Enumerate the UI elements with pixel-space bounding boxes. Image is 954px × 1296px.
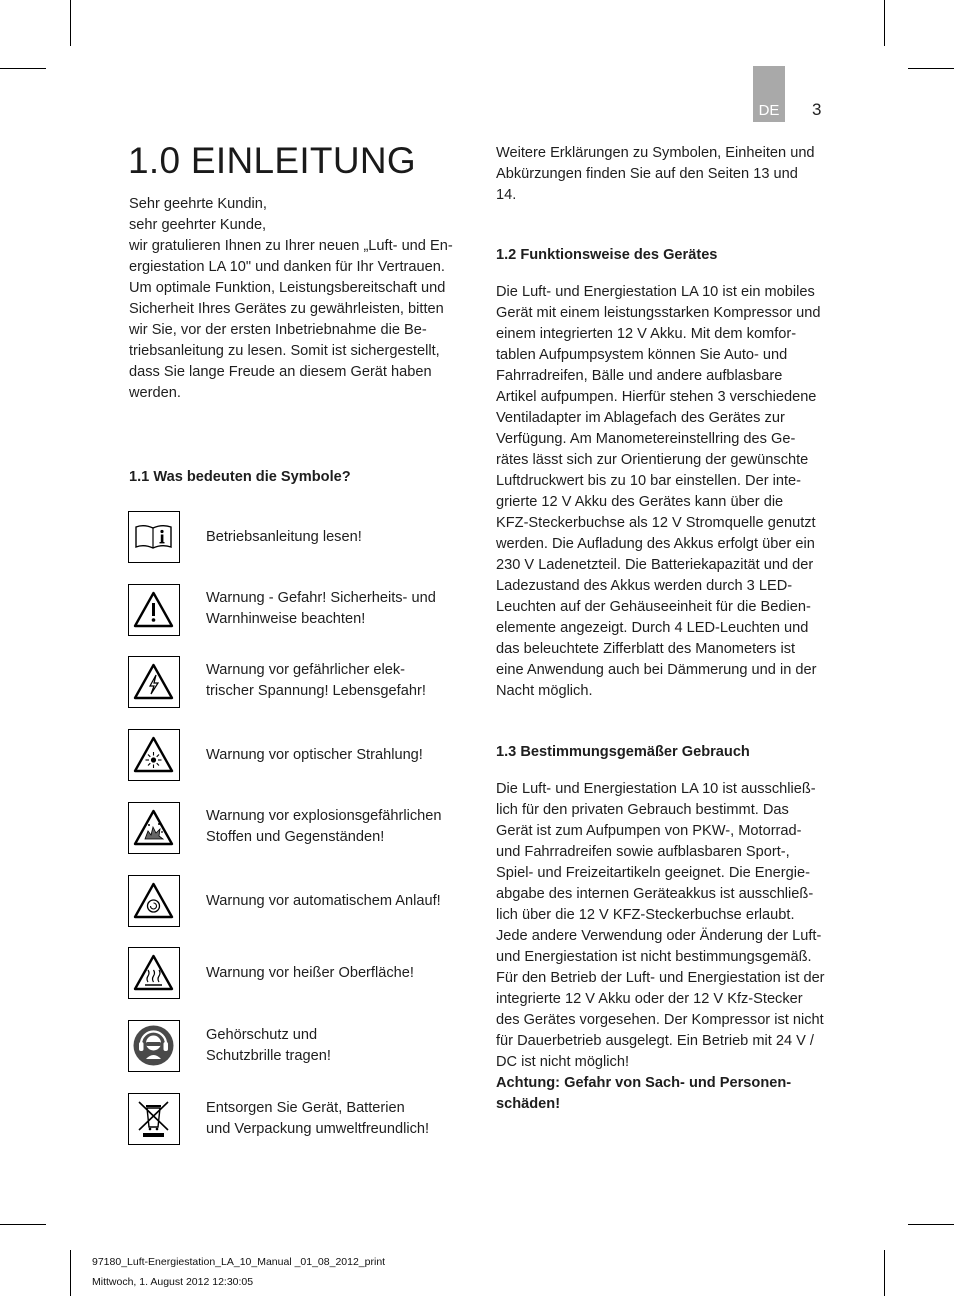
symbol-row bbox=[128, 584, 458, 638]
text-line: Jede andere Verwendung oder Änderung der Luft- bbox=[496, 928, 822, 944]
text-line: Die Luft- und Energiestation LA 10 ist ausschließ- bbox=[496, 781, 816, 797]
symbol-row bbox=[128, 875, 458, 929]
text-line: und Energiestation ist nicht bestimmungsgemäß. bbox=[496, 949, 812, 965]
crossed-bin-icon bbox=[128, 1093, 180, 1145]
intro-line: dass Sie lange Freude an diesem Gerät haben bbox=[129, 364, 432, 380]
warning-exclamation-icon bbox=[128, 584, 180, 636]
text-line: Die Luft- und Energiestation LA 10 ist ein mobiles bbox=[496, 284, 815, 300]
automatic-start-icon bbox=[128, 875, 180, 927]
right-intro-paragraph bbox=[496, 143, 815, 206]
symbol-description: Gehörschutz und bbox=[206, 1027, 318, 1043]
text-line: DC ist nicht möglich! bbox=[496, 1054, 630, 1070]
explosive-icon bbox=[128, 802, 180, 854]
symbol-description: Entsorgen Sie Gerät, Batterien bbox=[206, 1100, 405, 1116]
symbol-description: Warnung vor automatischem Anlauf! bbox=[206, 893, 441, 909]
text-line: rätes lässt sich zur Orientierung der gewünschte bbox=[496, 452, 809, 468]
section-heading-intended-use: 1.3 Bestimmungsgemäßer Gebrauch bbox=[496, 744, 750, 760]
text-line: werden. Die Aufladung des Akkus erfolgt über ein bbox=[496, 536, 815, 552]
intro-line: triebsanleitung zu lesen. Somit ist sichergestellt, bbox=[129, 343, 440, 359]
warning-line: Achtung: Gefahr von Sach- und Personen- bbox=[496, 1075, 792, 1091]
text-line: des Gerätes vorgesehen. Der Kompressor ist nicht bbox=[496, 1012, 824, 1028]
symbol-description: Warnhinweise beachten! bbox=[206, 611, 366, 627]
symbol-description: und Verpackung umweltfreundlich! bbox=[206, 1121, 430, 1137]
text-line: für Dauerbetrieb ausgelegt. Ein Betrieb mit 24 V / bbox=[496, 1033, 814, 1049]
text-line: einem integrierten 12 V Akku. Mit dem komfor- bbox=[496, 326, 797, 342]
text-line: und Fahrradreifen sowie aufblasbaren Sport-, bbox=[496, 844, 790, 860]
text-line: Gerät mit einem leistungsstarken Kompressor und bbox=[496, 305, 821, 321]
crop-mark bbox=[70, 0, 71, 46]
crop-mark bbox=[884, 1250, 885, 1296]
symbol-description: Warnung vor explosionsgefährlichen bbox=[206, 808, 442, 824]
text-line: 230 V Ladenetzteil. Die Batteriekapazität und der bbox=[496, 557, 814, 573]
section-heading-function: 1.2 Funktionsweise des Gerätes bbox=[496, 247, 718, 263]
crop-mark bbox=[884, 0, 885, 46]
page-number: 3 bbox=[812, 100, 822, 119]
electric-voltage-icon bbox=[128, 656, 180, 708]
text-line: lich über die 12 V KFZ-Steckerbuchse erlaubt. bbox=[496, 907, 795, 923]
text-line: 14. bbox=[496, 187, 517, 203]
text-line: integrierte 12 V Akku oder der 12 V Kfz-Stecker bbox=[496, 991, 803, 1007]
intro-line: Sehr geehrte Kundin, bbox=[129, 196, 267, 212]
warning-line: schäden! bbox=[496, 1096, 561, 1112]
symbol-description: Warnung vor heißer Oberfläche! bbox=[206, 965, 414, 981]
text-line: Spiel- und Freizeitartikeln geeignet. Die Energie- bbox=[496, 865, 810, 881]
text-line: Artikel aufpumpen. Hierfür stehen 3 verschiedene bbox=[496, 389, 817, 405]
text-line: abgabe des internen Geräteakkus ist ausschließ- bbox=[496, 886, 814, 902]
section-heading-symbols: 1.1 Was bedeuten die Symbole? bbox=[129, 469, 351, 485]
optical-radiation-icon bbox=[128, 729, 180, 781]
text-line: Leuchten auf der Gehäuseeinheit für die Bedien- bbox=[496, 599, 811, 615]
text-line: KFZ-Steckerbuchse als 12 V Stromquelle genutzt bbox=[496, 515, 816, 531]
text-line: grierte 12 V Akku des Gerätes kann über die bbox=[496, 494, 784, 510]
text-line: Weitere Erklärungen zu Symbolen, Einheiten und bbox=[496, 145, 815, 161]
intro-line: werden. bbox=[129, 385, 181, 401]
symbol-description: Warnung vor gefährlicher elek- bbox=[206, 662, 405, 678]
symbol-row bbox=[128, 729, 458, 783]
symbol-row bbox=[128, 802, 458, 856]
text-line: Nacht möglich. bbox=[496, 683, 593, 699]
text-line: tablen Aufpumpsystem können Sie Auto- und bbox=[496, 347, 788, 363]
text-line: das beleuchtete Zifferblatt des Manometers ist bbox=[496, 641, 796, 657]
symbol-description: Warnung vor optischer Strahlung! bbox=[206, 747, 423, 763]
crop-mark bbox=[908, 1224, 954, 1225]
text-line: lich für den privaten Gebrauch bestimmt. Das bbox=[496, 802, 789, 818]
text-line: Fahrradreifen, Bälle und andere aufblasbare bbox=[496, 368, 783, 384]
intro-line: Um optimale Funktion, Leistungsbereitschaft und bbox=[129, 280, 446, 296]
symbol-description: Warnung - Gefahr! Sicherheits- und bbox=[206, 590, 436, 606]
symbol-description: Stoffen und Gegenständen! bbox=[206, 829, 385, 845]
text-line: Abkürzungen finden Sie auf den Seiten 13 und bbox=[496, 166, 798, 182]
symbol-description: trischer Spannung! Lebensgefahr! bbox=[206, 683, 426, 699]
page-title: 1.0 EINLEITUNG bbox=[128, 140, 416, 181]
text-line: elemente angezeigt. Durch 4 LED-Leuchten und bbox=[496, 620, 809, 636]
intro-paragraph bbox=[129, 194, 453, 404]
intended-use-paragraph bbox=[496, 779, 825, 1115]
text-line: Ventiladapter im Ablagefach des Gerätes zur bbox=[496, 410, 785, 426]
intro-line: Sicherheit Ihres Gerätes zu gewährleisten, bitten bbox=[129, 301, 444, 317]
crop-mark bbox=[0, 68, 46, 69]
manual-info-icon bbox=[128, 511, 180, 563]
symbol-row bbox=[128, 511, 458, 565]
text-line: Luftdruckwert bis zu 10 bar einstellen. Der inte- bbox=[496, 473, 801, 489]
symbol-row bbox=[128, 947, 458, 1001]
function-paragraph bbox=[496, 282, 820, 702]
hot-surface-icon bbox=[128, 947, 180, 999]
crop-mark bbox=[70, 1250, 71, 1296]
symbol-description: Betriebsanleitung lesen! bbox=[206, 529, 362, 545]
ear-eye-protection-icon bbox=[128, 1020, 180, 1072]
symbol-row bbox=[128, 1020, 458, 1074]
symbol-row bbox=[128, 1093, 458, 1147]
text-line: Ladezustand des Akkus werden durch 3 LED- bbox=[496, 578, 793, 594]
intro-line: wir Sie, vor der ersten Inbetriebnahme die Be- bbox=[129, 322, 427, 338]
text-line: Für den Betrieb der Luft- und Energiestation ist der bbox=[496, 970, 825, 986]
footer-filename: 97180_Luft-Energiestation_LA_10_Manual _01_08_2012_print bbox=[92, 1256, 386, 1268]
symbol-description: Schutzbrille tragen! bbox=[206, 1048, 331, 1064]
intro-line: ergiestation LA 10" und danken für Ihr Vertrauen. bbox=[129, 259, 445, 275]
crop-mark bbox=[0, 1224, 46, 1225]
symbol-row bbox=[128, 656, 458, 710]
footer-timestamp: Mittwoch, 1. August 2012 12:30:05 bbox=[92, 1276, 254, 1288]
intro-line: wir gratulieren Ihnen zu Ihrer neuen „Luft- und En- bbox=[129, 238, 453, 254]
text-line: Gerät ist zum Aufpumpen von PKW-, Motorrad- bbox=[496, 823, 802, 839]
text-line: eine Anwendung auch bei Dämmerung und in der bbox=[496, 662, 817, 678]
crop-mark bbox=[908, 68, 954, 69]
language-tab: DE bbox=[753, 66, 785, 122]
intro-line: sehr geehrter Kunde, bbox=[129, 217, 267, 233]
text-line: Verfügung. Am Manometereinstellring des Ge- bbox=[496, 431, 796, 447]
